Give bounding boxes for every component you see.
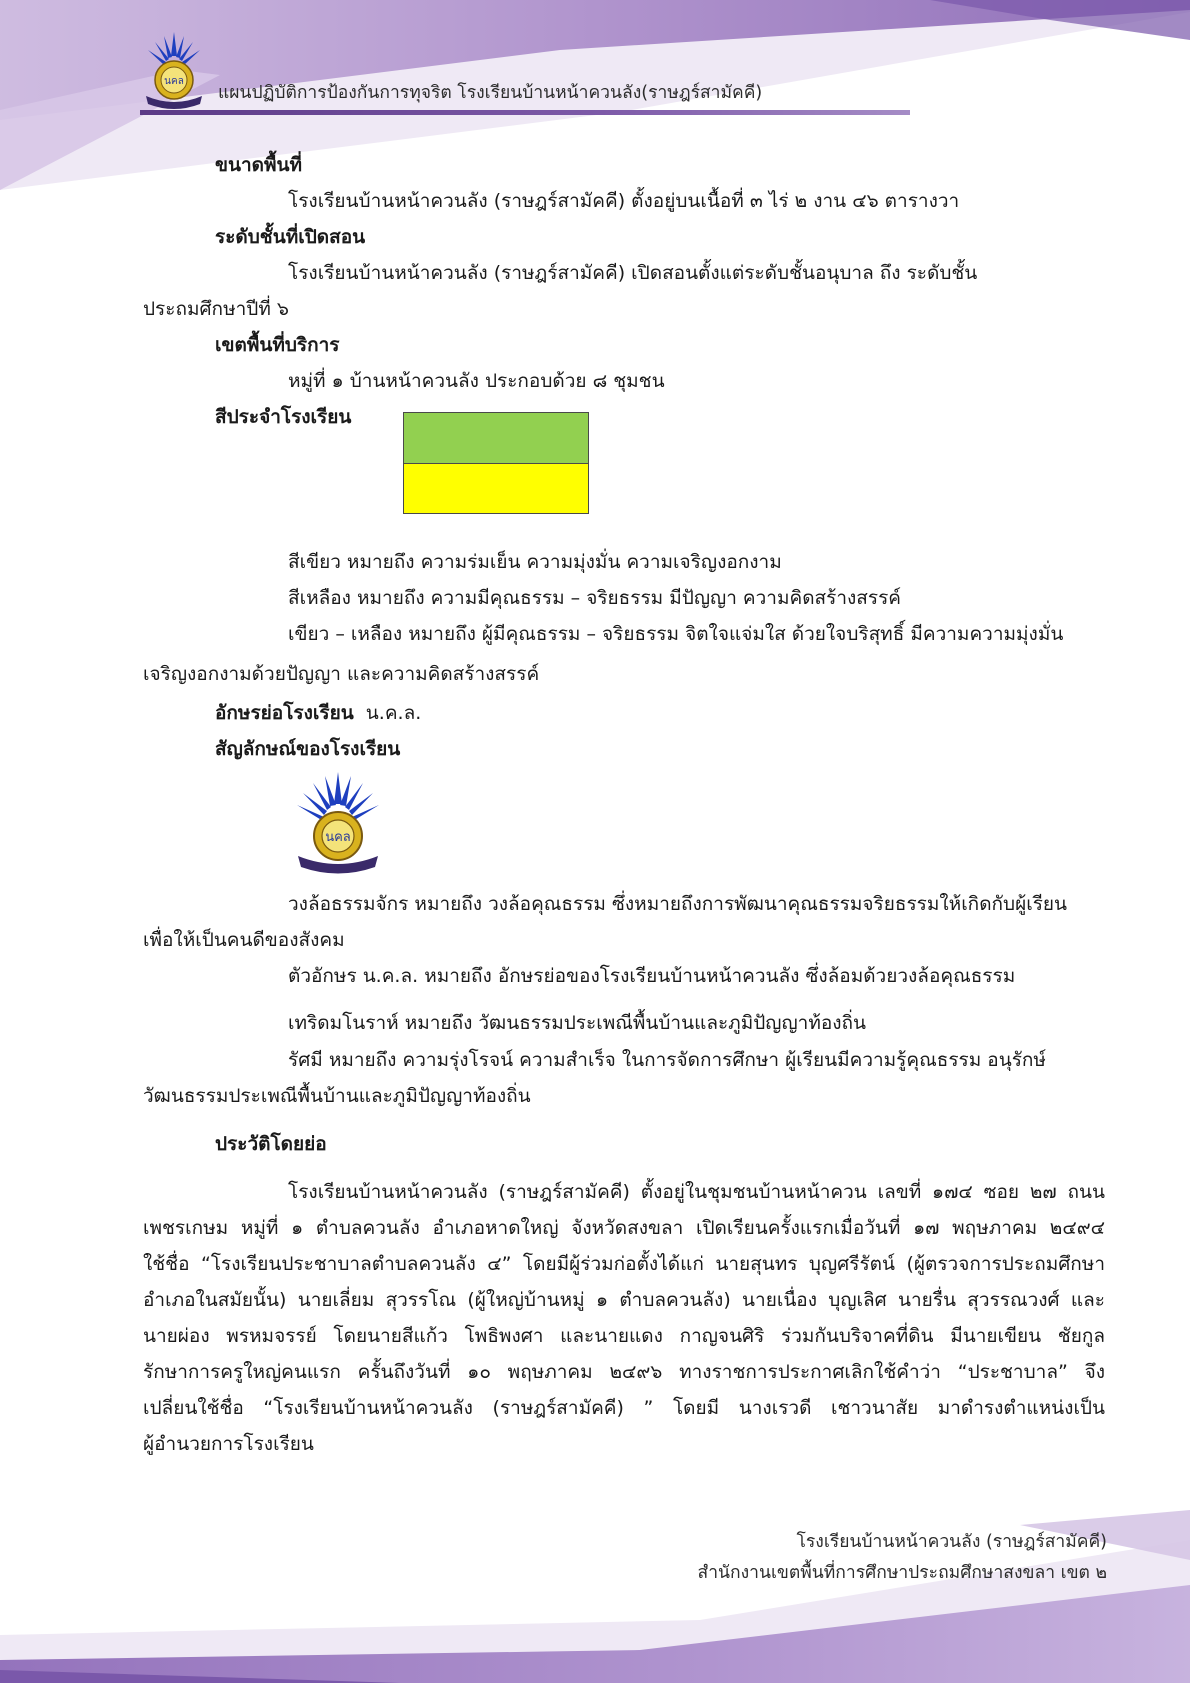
- abbreviation-row: [215, 701, 421, 725]
- school-emblem-icon: [140, 30, 208, 110]
- area-text: โรงเรียนบ้านหน้าควนลัง (ราษฎร์สามัคคี) ตั้งอยู่บนเนื้อที่ ๓ ไร่ ๒ งาน ๔๖ ตารางวา: [288, 190, 960, 212]
- footer-school-name: โรงเรียนบ้านหน้าควนลัง (ราษฎร์สามัคคี): [796, 1532, 1107, 1552]
- service-text: หมู่ที่ ๑ บ้านหน้าควนลัง ประกอบด้วย ๘ ชุมชน: [288, 370, 665, 392]
- school-emblem-large-icon: [292, 770, 384, 876]
- service-heading: เขตพื้นที่บริการ: [215, 334, 340, 356]
- letters-meaning: ตัวอักษร น.ค.ล. หมายถึง อักษรย่อของโรงเรียนบ้านหน้าควนลัง ซึ่งล้อมด้วยวงล้อคุณธรรม: [288, 965, 1016, 987]
- abbreviation-value: น.ค.ล.: [365, 702, 422, 724]
- manora-meaning: เทริดมโนราห์ หมายถึง วัฒนธรรมประเพณีพื้นบ้านและภูมิปัญญาท้องถิ่น: [288, 1012, 867, 1034]
- area-heading: ขนาดพื้นที่: [215, 154, 303, 176]
- combined-meaning-line1: เขียว – เหลือง หมายถึง ผู้มีคุณธรรม – จริยธรรม จิตใจแจ่มใส ด้วยใจบริสุทธิ์ มีความความมุ่งมั่น: [288, 623, 1064, 645]
- levels-heading: ระดับชั้นที่เปิดสอน: [215, 226, 366, 248]
- green-meaning: สีเขียว หมายถึง ความร่มเย็น ความมุ่งมั่น ความเจริญงอกงาม: [288, 551, 782, 573]
- page-header: [140, 30, 910, 120]
- history-line: อำเภอในสมัยนั้น) นายเลี่ยม สุวรรโณ (ผู้ใหญ่บ้านหมู่ ๑ ตำบลควนลัง) นายเนื่อง บุญเลิศ นายรื่น สุวรรณวงศ์ และ: [143, 1289, 1105, 1311]
- footer-office-name: สำนักงานเขตพื้นที่การศึกษาประถมศึกษาสงขลา เขต ๒: [697, 1563, 1107, 1583]
- history-line: รักษาการครูใหญ่คนแรก ครั้นถึงวันที่ ๑๐ พฤษภาคม ๒๔๙๖ ทางราชการประกาศเลิกใช้คำว่า “ประชาบาล” จึง: [143, 1361, 1105, 1383]
- colors-heading: สีประจำโรงเรียน: [215, 406, 352, 428]
- abbreviation-heading: อักษรย่อโรงเรียน: [215, 702, 354, 724]
- rays-meaning-line2: วัฒนธรรมประเพณีพื้นบ้านและภูมิปัญญาท้องถิ่น: [143, 1085, 531, 1107]
- svg-text:นคล: นคล: [325, 830, 351, 845]
- history-line: เปลี่ยนใช้ชื่อ “โรงเรียนบ้านหน้าควนลัง (ราษฎร์สามัคคี) ” โดยมี นางเรวดี เชาวนาสัย มาดำรงตำแหน่งเป็น: [143, 1397, 1105, 1419]
- combined-meaning-line2: เจริญงอกงามด้วยปัญญา และความคิดสร้างสรรค์: [143, 663, 540, 685]
- history-heading: ประวัติโดยย่อ: [215, 1133, 327, 1155]
- wheel-meaning-line1: วงล้อธรรมจักร หมายถึง วงล้อคุณธรรม ซึ่งหมายถึงการพัฒนาคุณธรรมจริยธรรมให้เกิดกับผู้เรียน: [288, 893, 1068, 915]
- header-rule: [140, 110, 910, 115]
- levels-line1: โรงเรียนบ้านหน้าควนลัง (ราษฎร์สามัคคี) เปิดสอนตั้งแต่ระดับชั้นอนุบาล ถึง ระดับชั้น: [288, 262, 978, 284]
- page-footer: [698, 1527, 1107, 1589]
- yellow-meaning: สีเหลือง หมายถึง ความมีคุณธรรม – จริยธรรม มีปัญญา ความคิดสร้างสรรค์: [288, 587, 902, 609]
- school-color-swatch: [403, 412, 589, 514]
- green-swatch: [404, 413, 588, 464]
- svg-text:นคล: นคล: [164, 76, 184, 87]
- header-title: แผนปฏิบัติการป้องกันการทุจริต โรงเรียนบ้านหน้าควนลัง(ราษฎร์สามัคคี): [218, 83, 763, 103]
- yellow-swatch: [404, 464, 588, 513]
- wheel-meaning-line2: เพื่อให้เป็นคนดีของสังคม: [143, 929, 345, 951]
- history-last-line: ผู้อำนวยการโรงเรียน: [143, 1433, 314, 1455]
- history-line: เพชรเกษม หมู่ที่ ๑ ตำบลควนลัง อำเภอหาดใหญ่ จังหวัดสงขลา เปิดเรียนครั้งแรกเมื่อวันที่ ๑๗ พฤษภาคม ๒๔๙๔: [143, 1217, 1105, 1239]
- history-line: นายผ่อง พรหมจรรย์ โดยนายสีแก้ว โพธิพงศา และนายแดง กาญจนศิริ ร่วมกันบริจาคที่ดิน มีนายเขียน ชัยกูล: [143, 1325, 1105, 1347]
- history-line: โรงเรียนบ้านหน้าควนลัง (ราษฎร์สามัคคี) ตั้งอยู่ในชุมชนบ้านหน้าควน เลขที่ ๑๗๔ ซอย ๒๗ ถนน: [288, 1181, 1105, 1203]
- levels-line2: ประถมศึกษาปีที่ ๖: [143, 298, 289, 320]
- symbol-heading: สัญลักษณ์ของโรงเรียน: [215, 738, 401, 760]
- rays-meaning-line1: รัศมี หมายถึง ความรุ่งโรจน์ ความสำเร็จ ในการจัดการศึกษา ผู้เรียนมีความรู้คุณธรรม อนุรักษ์: [288, 1049, 1046, 1071]
- history-line: ใช้ชื่อ “โรงเรียนประชาบาลตำบลควนลัง ๔” โดยมีผู้ร่วมก่อตั้งได้แก่ นายสุนทร บุญศรีรัตน์ (ผู้ตรวจการประถมศึกษา: [143, 1253, 1105, 1275]
